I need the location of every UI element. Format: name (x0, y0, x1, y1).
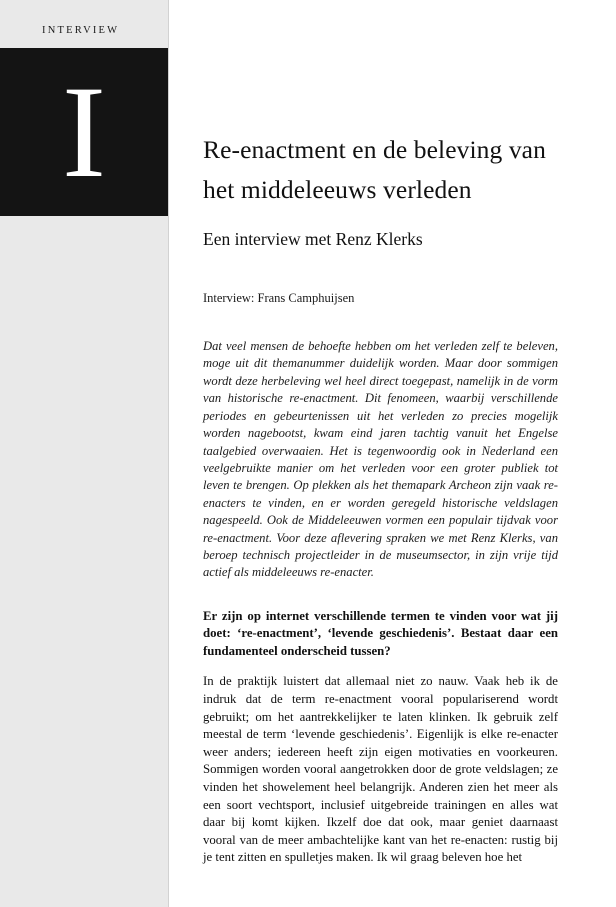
dropcap-block (0, 48, 168, 216)
main-text-column (203, 0, 558, 880)
article-subtitle: Een interview met Renz Klerks (203, 229, 423, 250)
running-head: INTERVIEW (42, 25, 120, 36)
byline: Interview: Frans Camphuijsen (203, 291, 355, 306)
dropcap-letter: I (62, 58, 106, 205)
column-divider (168, 0, 169, 907)
intro-paragraph: Dat veel mensen de behoefte hebben om het verleden zelf te beleven, moge uit dit themanummer duidelijk worden. Maar door sommigen wordt deze herbeleving wel heel direct toegepast, namelijk in de vorm van historische re-enactment. Dit fenomeen, waarbij verschillende periodes en gebeurtenissen uit het verleden zo precies mogelijk worden nagebootst, kwam eind jaren tachtig vanuit het Engelse taalgebied overwaaien. Het is tegenwoordig ook in Nederland een veelgebruikte manier om het verleden voor een groter publiek tot leven te brengen. Op plekken als het themapark Archeon zijn vaak re-enacters te vinden, en er worden geregeld historische veldslagen nagespeeld. Ook de Middeleeuwen vormen een populair tijdvak voor re-enactment. Voor deze aflevering spraken we met Renz Klerks, van beroep technisch projectleider in de museumsector, in zijn vrije tijd actief als middeleeuws re-enacter. (203, 339, 558, 580)
interview-question: Er zijn op internet verschillende termen te vinden voor wat jij doet: ‘re-enactment’, ‘levende geschiedenis’. Bestaat daar een fundamenteel onderscheid tussen? (203, 608, 558, 658)
article-title: Re-enactment en de beleving van het middeleeuws verleden (203, 135, 546, 204)
interview-answer: In de praktijk luistert dat allemaal niet zo nauw. Vaak heb ik de indruk dat de term re-enactment vooral populariserend wordt gebruikt; om het aantrekkelijker te laten klinken. Ik gebruik zelf meestal de term ‘levende geschiedenis’. Eigenlijk is elke re-enacter weer anders; iedereen heeft zijn eigen motivaties en voorkeuren. Sommigen worden vooral aangetrokken door de grote veldslagen; ze vinden het showelement heel belangrijk. Anderen zien het meer als een soort vechtsport, inclusief uitgebreide trainingen en alles wat daar bij komt kijken. Ikzelf doe dat ook, maar geniet daarnaast vooral van de meer ambachtelijke kant van het re-enacten: rustig bij je tent zitten en spulletjes maken. Ik wil graag beleven hoe het (203, 674, 558, 865)
